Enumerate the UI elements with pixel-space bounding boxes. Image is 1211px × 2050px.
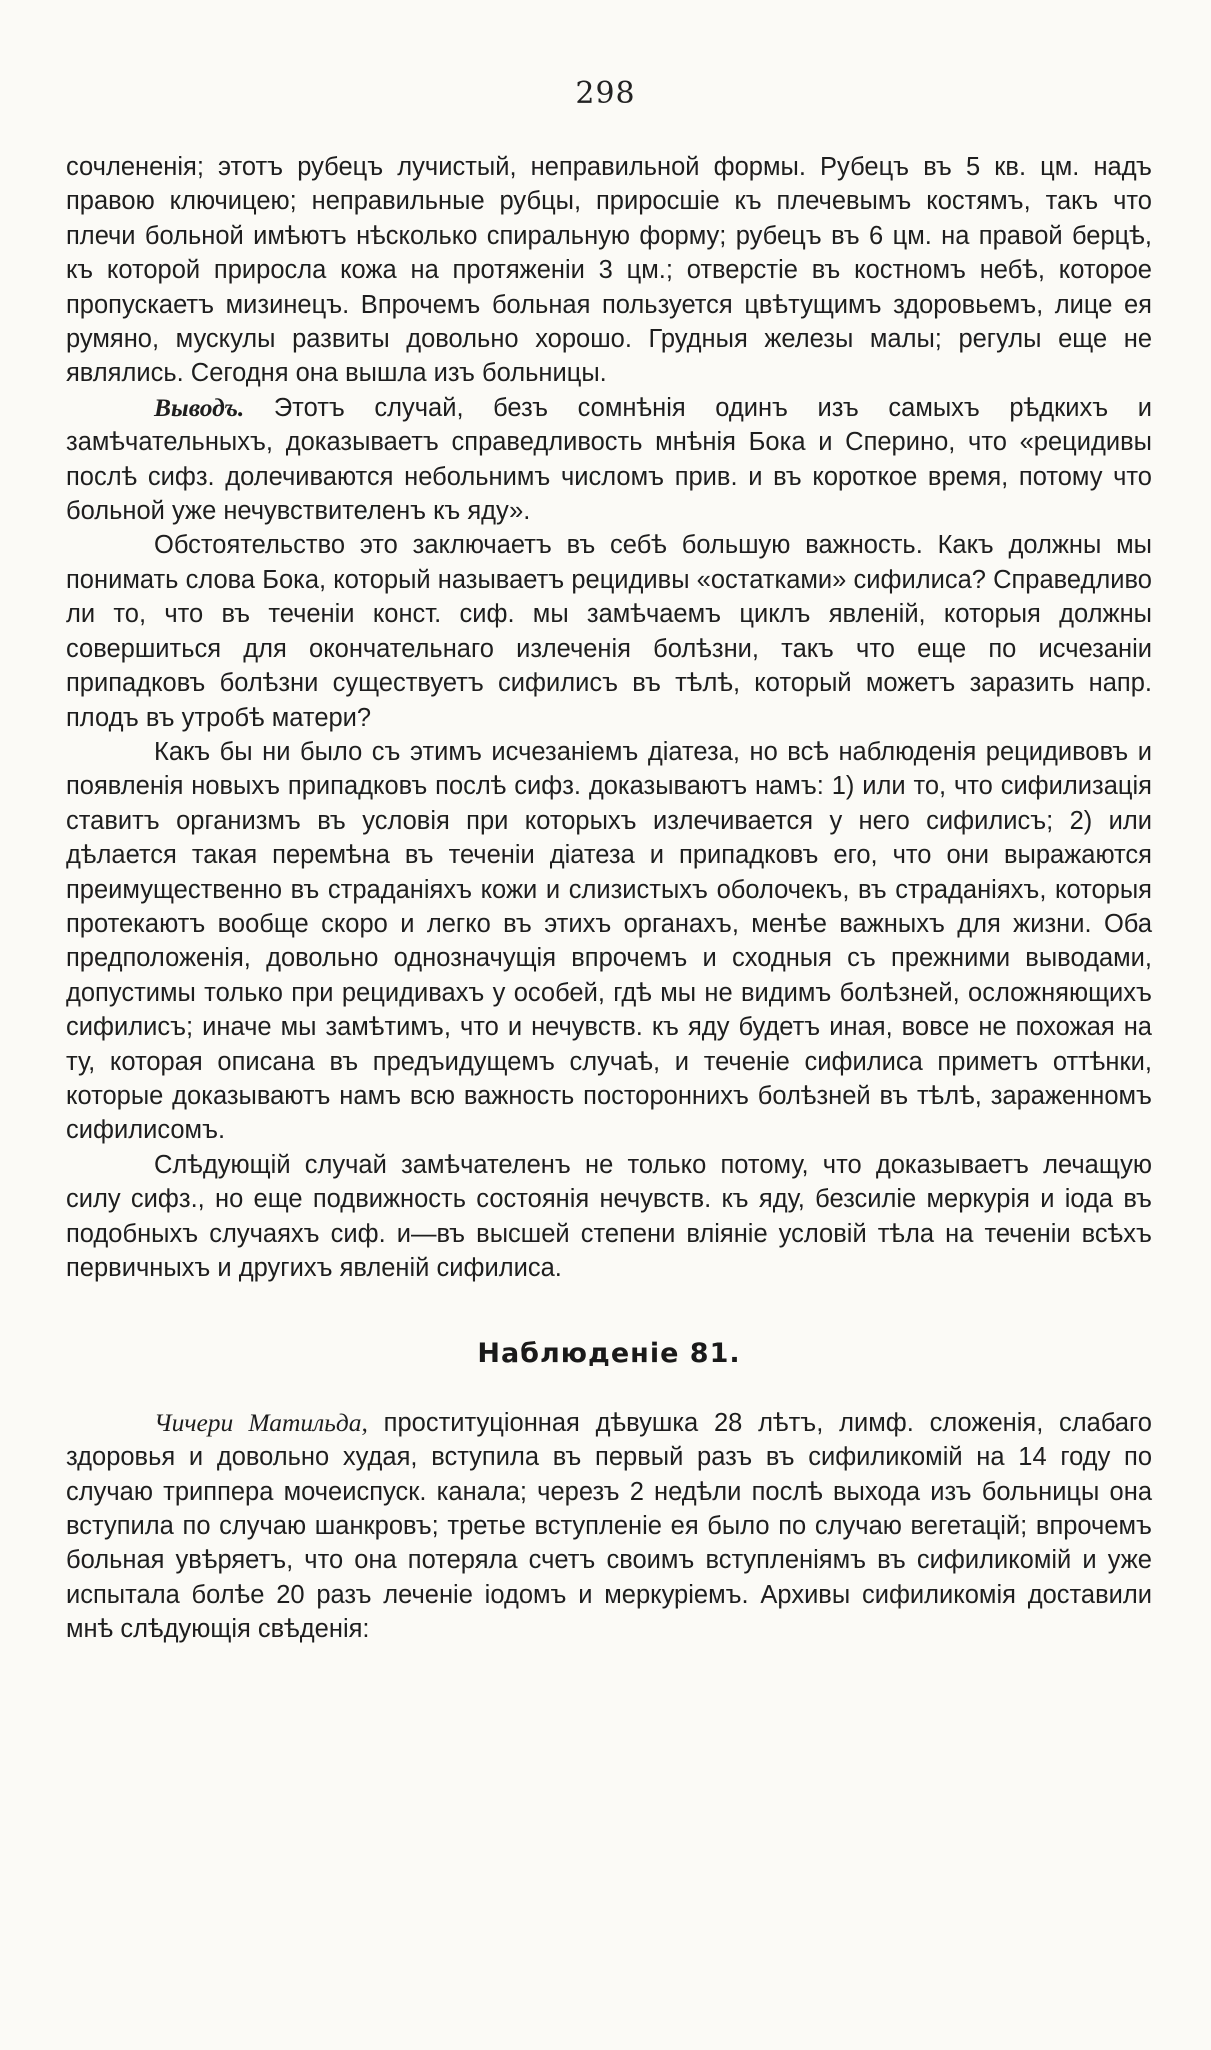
page-number: 298 bbox=[575, 76, 636, 111]
paragraph-observation bbox=[66, 1406, 1152, 1647]
paragraph-text: Какъ бы ни было съ этимъ исчезаніемъ діатеза, но всѣ наблюденія рецидивовъ и появленія новыхъ припадковъ послѣ сифз. доказываютъ намъ: 1) или то, что сифилизація ставитъ организмъ въ условія при которыхъ излечивается у него сифилисъ; 2) или дѣлается такая перемѣна въ теченіи діатеза и припадковъ его, что они выражаются преимущественно въ страданіяхъ кожи и слизистыхъ оболочекъ, въ страданіяхъ, которыя протекаютъ вообще скоро и легко въ этихъ органахъ, менѣе важныхъ для жизни. Оба предположенія, довольно однозначущія впрочемъ и сходныя съ прежними выводами, допустимы только при рецидивахъ у особей, гдѣ мы не видимъ болѣзней, осложняющихъ сифилисъ; иначе мы замѣтимъ, что и нечувств. къ яду будетъ иная, вовсе не похожая на ту, которая описана въ предъидущемъ случаѣ, и теченіе сифилиса приметъ оттѣнки, которые доказываютъ намъ всю важность постороннихъ болѣзней въ тѣлѣ, зараженномъ сифилисомъ. bbox=[66, 737, 1152, 1145]
paragraph-lead: Выводъ. bbox=[154, 392, 245, 422]
body-text bbox=[66, 150, 1152, 1647]
paragraph-text: Слѣдующій случай замѣчателенъ не только потому, что доказываетъ лечащую силу сифз., но еще подвижность состоянія нечувств. къ яду, безсиліе меркурія и іода въ подобныхъ случаяхъ сиф. и—въ высшей степени вліяніе условій тѣла на теченіи всѣхъ первичныхъ и другихъ явленій сифилиса. bbox=[66, 1150, 1152, 1282]
patient-name: Чичери Матильда, bbox=[154, 1407, 368, 1437]
paragraph-text: Обстоятельство это заключаетъ въ себѣ большую важность. Какъ должны мы понимать слова Бока, который называетъ рецидивы «остатками» сифилиса? Справедливо ли то, что въ теченіи конст. сиф. мы замѣчаемъ циклъ явленій, которыя должны совершиться для окончательнаго излеченія болѣзни, такъ что еще по исчезаніи припадковъ болѣзни существуетъ сифилисъ въ тѣлѣ, который можетъ заразить напр. плодъ въ утробѣ матери? bbox=[66, 531, 1152, 732]
paragraph-diathesis bbox=[66, 735, 1152, 1148]
section-heading: Наблюденіе 81. bbox=[477, 1338, 741, 1370]
paragraph-next-case bbox=[66, 1148, 1152, 1286]
paragraph-text: сочлененія; этотъ рубецъ лучистый, неправильной формы. Рубецъ въ 5 кв. цм. надъ правою ключицею; неправильные рубцы, приросшіе къ плечевымъ костямъ, такъ что плечи больной имѣютъ нѣсколько спиральную форму; рубецъ въ 6 цм. на правой берцѣ, къ которой приросла кожа на протяженіи 3 цм.; отверстіе въ костномъ небѣ, которое пропускаетъ мизинецъ. Впрочемъ больная пользуется цвѣтущимъ здоровьемъ, лице ея румяно, мускулы развиты довольно хорошо. Грудныя железы малы; регулы еще не являлись. Сегодня она вышла изъ больницы. bbox=[66, 153, 1152, 388]
paragraph-text: проституціонная дѣвушка 28 лѣтъ, лимф. сложенія, слабаго здоровья и довольно худая, вступила въ первый разъ въ сифиликомій на 14 году по случаю триппера мочеиспуск. канала; черезъ 2 недѣли послѣ выхода изъ больницы она вступила по случаю шанкровъ; третье вступленіе ея было по случаю вегетацій; впрочемъ больная увѣряетъ, что она потеряла счетъ своимъ вступленіямъ въ сифиликомій и уже испытала болѣе 20 разъ леченіе іодомъ и меркуріемъ. Архивы сифиликомія доставили мнѣ слѣдующія свѣденія: bbox=[66, 1408, 1152, 1644]
paragraph-text: Этотъ случай, безъ сомнѣнія одинъ изъ самыхъ рѣдкихъ и замѣчательныхъ, доказываетъ справедливость мнѣнія Бока и Сперино, что «рецидивы послѣ сифз. долечиваются небольнимъ числомъ прив. и въ короткое время, потому что больной уже нечувствителенъ къ яду». bbox=[66, 393, 1152, 526]
paragraph-conclusion bbox=[66, 391, 1152, 529]
paragraph-importance bbox=[66, 528, 1152, 734]
paragraph-case-description bbox=[66, 150, 1152, 391]
